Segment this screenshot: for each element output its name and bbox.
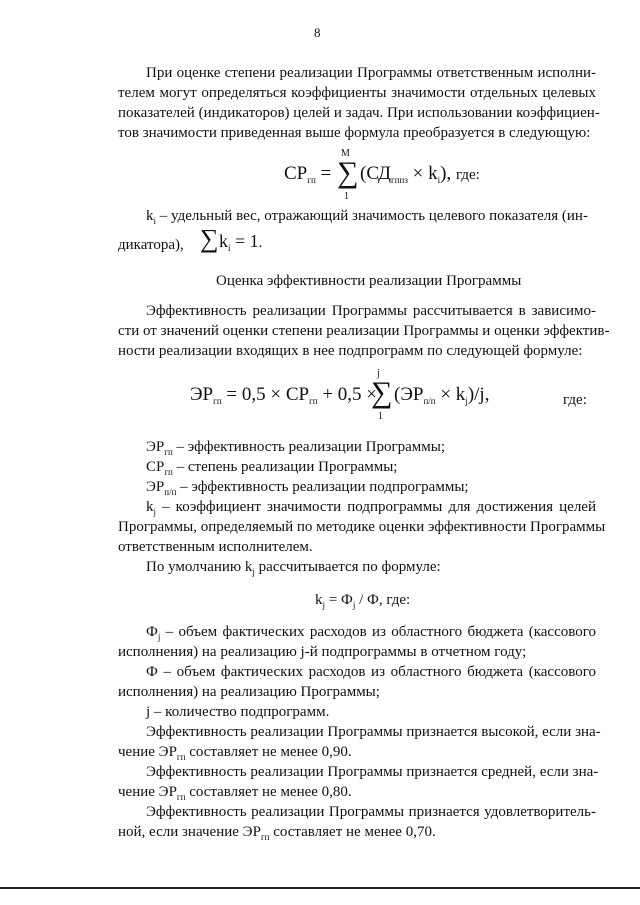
formula-where: где: (455, 167, 480, 183)
document-page: 8 При оценке степени реализации Программы ответственным исполни- телем могут определяться коэффициенты значимости отдельных целевых показателей (индикаторов) целей и задач. При использовании коэффициен- тов значимости приведенная выше формула преобразуется в следующую: $СР_{гп}$ = M ∑ 1 $(СД_{гппз} \times k_i)$, где: $k_i$ – удельный вес, отражающий значимость целевого показателя (ин- дикатора), ∑ $k_i = 1$. Оценка эффективности реализации Программы Эффективность реализации Программы рассчитывается в зависимо- сти от значений оценки степени реализации Программы и оценки эффектив- ности реализации входящих в нее подпрограмм по следующей формуле: $ЭР_{гп} = 0,5 \times СР_{гп} + 0,5$ × j ∑ 1 $(ЭР_{п/п} \times k_j)/j$, где: $ЭР_{гп}$ – эффективность реализации Программы; $СР_{гп}$ – степень реализации Программы; $ЭР_{п/п}$ – эффективность реализации подпрограммы; $k_j$ – коэффициент значимости подпрограммы для достижения целей Программы, определяемый по методике оценки эффективности Программы ответственным исполнителем. По умолчанию $k_j$ рассчитывается по формуле: $k_j = Ф_j / Ф$, где: $Ф_j$ – объем фактических расходов из областного бюджета (кассового исполнения) на реализацию j-й подпрограммы в отчетном году; Ф – объем фактических расходов из областного бюджета (кассового исполнения) на реализацию Программы; j – количество подпрограмм. Эффективность реализации Программы признается высокой, если зна- чение $ЭР_{гп}$ составляет не менее 0,90. Эффективность реализации Программы признается средней, если зна- чение $ЭР_{гп}$ составляет не менее 0,80. Эффективность реализации Программы признается удовлетворитель- ной, если значение $ЭР_{гп}$ составляет не менее 0,70. (0, 0, 640, 905)
formula-term: × k (412, 163, 438, 184)
formula-subscript: гп (307, 175, 316, 185)
paragraph-line: $Ф_j$ – объем фактических расходов из областного бюджета (кассового (146, 624, 596, 642)
sum-upper-limit: M (341, 148, 350, 159)
paragraph-line: телем могут определяться коэффициенты значимости отдельных целевых (118, 85, 596, 101)
formula-where: где: (563, 392, 587, 408)
paragraph-line: тов значимости приведенная выше формула преобразуется в следующую: (118, 125, 591, 141)
paragraph-line: показателей (индикаторов) целей и задач. При использовании коэффициен- (118, 105, 600, 121)
definition-item: $СР_{гп}$ – степень реализации Программы; (146, 459, 398, 477)
sigma-symbol: ∑ (371, 376, 393, 409)
paragraph-line: исполнения) на реализацию Программы; (118, 684, 380, 700)
paragraph-line: исполнения) на реализацию j-й подпрограммы в отчетном году; (118, 644, 527, 660)
section-heading: Оценка эффективности реализации Программы (216, 273, 522, 289)
definition-item: $ЭР_{п/п}$ – эффективность реализации подпрограммы; (146, 479, 469, 497)
scan-bottom-border (0, 887, 640, 889)
paragraph-line: Эффективность реализации Программы признается удовлетворитель- (146, 804, 596, 820)
paragraph-line: сти от значений оценки степени реализации Программы и оценки эффектив- (118, 323, 610, 339)
sum-upper-limit: j (377, 368, 380, 379)
definition-item: $ЭР_{гп}$ – эффективность реализации Программы; (146, 439, 446, 457)
paragraph-line: j – количество подпрограмм. (146, 704, 330, 720)
definition-ki-cont: дикатора), (118, 237, 184, 253)
paragraph-line: ности реализации входящих в нее подпрограмм по следующей формуле: (118, 343, 583, 359)
paragraph-line: чение $ЭР_{гп}$ составляет не менее 0,80. (118, 784, 352, 802)
paragraph-line: Эффективность реализации Программы рассчитывается в зависимо- (146, 303, 596, 319)
page-number: 8 (314, 25, 321, 40)
formula-term: СР (284, 163, 308, 184)
formula-term: ), (440, 163, 452, 184)
sum-lower-limit: 1 (344, 191, 349, 202)
definition-ki: $k_i$ – удельный вес, отражающий значимость целевого показателя (ин- (146, 208, 588, 226)
paragraph-line: Эффективность реализации Программы признается высокой, если зна- (146, 724, 601, 740)
default-formula-intro: По умолчанию $k_j$ рассчитывается по формуле: (146, 559, 441, 577)
sigma-symbol: ∑ (200, 224, 219, 253)
definition-kj-cont: Программы, определяемый по методике оценки эффективности Программы (118, 519, 606, 535)
paragraph-line: чение $ЭР_{гп}$ составляет не менее 0,90. (118, 744, 352, 762)
formula-term: (СД (360, 163, 392, 184)
paragraph-line: При оценке степени реализации Программы ответственным исполни- (146, 65, 596, 81)
formula-subscript: i (437, 175, 441, 185)
formula-equals: = (320, 163, 332, 184)
formula-subscript: гппз (391, 175, 408, 185)
paragraph-line: ной, если значение $ЭР_{гп}$ составляет не менее 0,70. (118, 824, 436, 842)
paragraph-line: Эффективность реализации Программы признается средней, если зна- (146, 764, 599, 780)
formula-kj: $k_j = Ф_j / Ф$, где: (315, 592, 411, 610)
definition-kj-cont: ответственным исполнителем. (118, 539, 313, 555)
paragraph-line: Ф – объем фактических расходов из областного бюджета (кассового (146, 664, 596, 680)
sum-lower-limit: 1 (378, 411, 383, 422)
definition-kj: $k_j$ – коэффициент значимости подпрограммы для достижения целей (146, 499, 596, 517)
sigma-symbol: ∑ (337, 156, 359, 189)
